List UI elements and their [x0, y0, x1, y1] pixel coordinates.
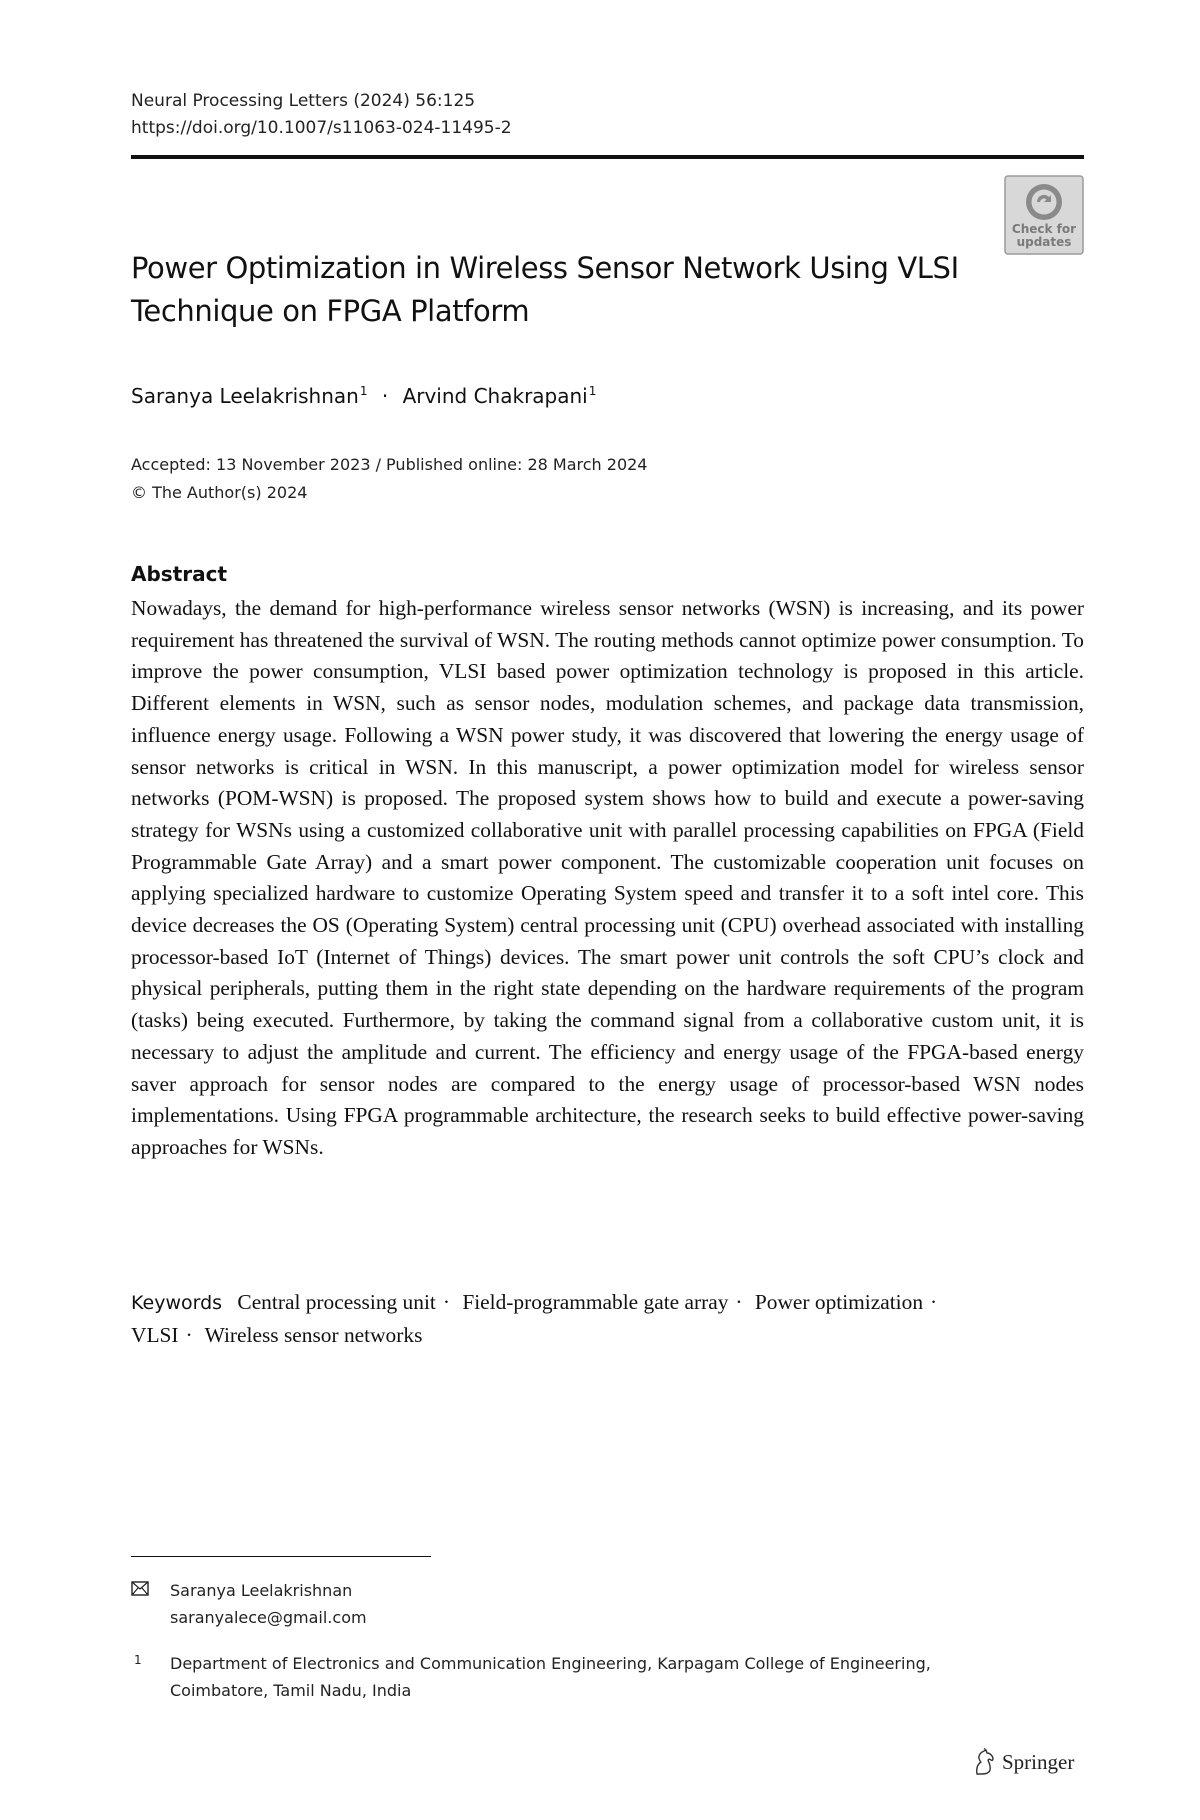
check-for-updates-icon[interactable] — [1004, 175, 1084, 255]
affiliation-note — [131, 1650, 1084, 1704]
corresponding-author-email[interactable]: saranyalece@gmail.com — [170, 1608, 367, 1627]
author-separator: · — [381, 384, 389, 408]
author-list — [131, 376, 596, 411]
copyright-line: © The Author(s) 2024 — [131, 483, 308, 502]
keywords-label: Keywords — [131, 1292, 223, 1314]
corresponding-author-name: Saranya Leelakrishnan — [170, 1581, 353, 1600]
badge-line2: updates — [1016, 235, 1072, 249]
doi-link[interactable]: https://doi.org/10.1007/s11063-024-11495-2 — [131, 118, 512, 138]
publisher-name: Springer — [1002, 1749, 1075, 1774]
publication-dates — [131, 451, 647, 507]
keyword-item: Wireless sensor networks — [204, 1323, 423, 1347]
keyword-item: Power optimization — [754, 1290, 924, 1314]
author-affil-mark: 1 — [359, 384, 368, 398]
abstract-body: Nowadays, the demand for high-performance wireless sensor networks (WSN) is increasing, and its power requirement has threatened the survival of WSN. The routing methods cannot optimize power consumption. To improve the power consumption, VLSI based power optimization technology is proposed in this article. Different elements in WSN, such as sensor nodes, modulation schemes, and package data transmission, influence energy usage. Following a WSN power study, it was discovered that lowering the energy usage of sensor networks is critical in WSN. In this manuscript, a power optimization model for wireless sensor networks (POM-WSN) is proposed. The proposed system shows how to build and execute a power-saving strategy for WSNs using a customized collaborative unit with parallel processing capabilities on FPGA (Field Programmable Gate Array) and a smart power component. The customizable cooperation unit focuses on applying specialized hardware to customize Operating System speed and transfer it to a soft intel core. This device decreases the OS (Operating System) central processing unit (CPU) overhead associated with installing processor-based IoT (Internet of Things) devices. The smart power unit controls the soft CPU’s clock and physical peripherals, putting them in the right state depending on the hardware requirements of the program (tasks) being executed. Furthermore, by taking the command signal from a collaborative custom unit, it is necessary to adjust the amplitude and current. The efficiency and energy usage of the FPGA-based energy saver approach for sensor nodes are compared to the energy usage of processor-based WSN nodes implementations. Using FPGA programmable architecture, the research seeks to build effective power-saving approaches for WSNs. — [131, 596, 1084, 1159]
accepted-published-line: Accepted: 13 November 2023 / Published online: 28 March 2024 — [131, 455, 648, 474]
header-rule — [131, 155, 1084, 159]
keyword-separator: · — [442, 1290, 450, 1314]
envelope-icon — [131, 1581, 149, 1596]
author-affil-mark: 1 — [588, 384, 597, 398]
badge-line1: Check for — [1011, 222, 1077, 236]
keyword-item: Central processing unit — [237, 1290, 436, 1314]
affiliation-line: Department of Electronics and Communication Engineering, Karpagam College of Engineering, — [170, 1654, 931, 1673]
affiliation-number: 1 — [134, 1653, 142, 1667]
journal-header — [131, 88, 512, 142]
springer-horse-icon — [972, 1748, 996, 1776]
keyword-separator: · — [185, 1323, 193, 1347]
keyword-separator: · — [735, 1290, 743, 1314]
corresponding-author-note — [131, 1577, 367, 1631]
keywords-section — [131, 1286, 1084, 1351]
author-name[interactable]: Arvind Chakrapani — [402, 384, 588, 408]
author-name[interactable]: Saranya Leelakrishnan — [131, 384, 359, 408]
keyword-item: Field-programmable gate array — [462, 1290, 729, 1314]
keyword-item: VLSI — [131, 1323, 179, 1347]
affiliation-line: Coimbatore, Tamil Nadu, India — [170, 1681, 412, 1700]
abstract-heading: Abstract — [131, 562, 228, 586]
journal-citation: Neural Processing Letters (2024) 56:125 — [131, 91, 476, 111]
keyword-separator: · — [930, 1290, 938, 1314]
footnote-rule — [131, 1556, 431, 1557]
article-title: Power Optimization in Wireless Sensor Network Using VLSI Technique on FPGA Platform — [131, 251, 959, 328]
publisher-logo — [972, 1745, 1074, 1779]
